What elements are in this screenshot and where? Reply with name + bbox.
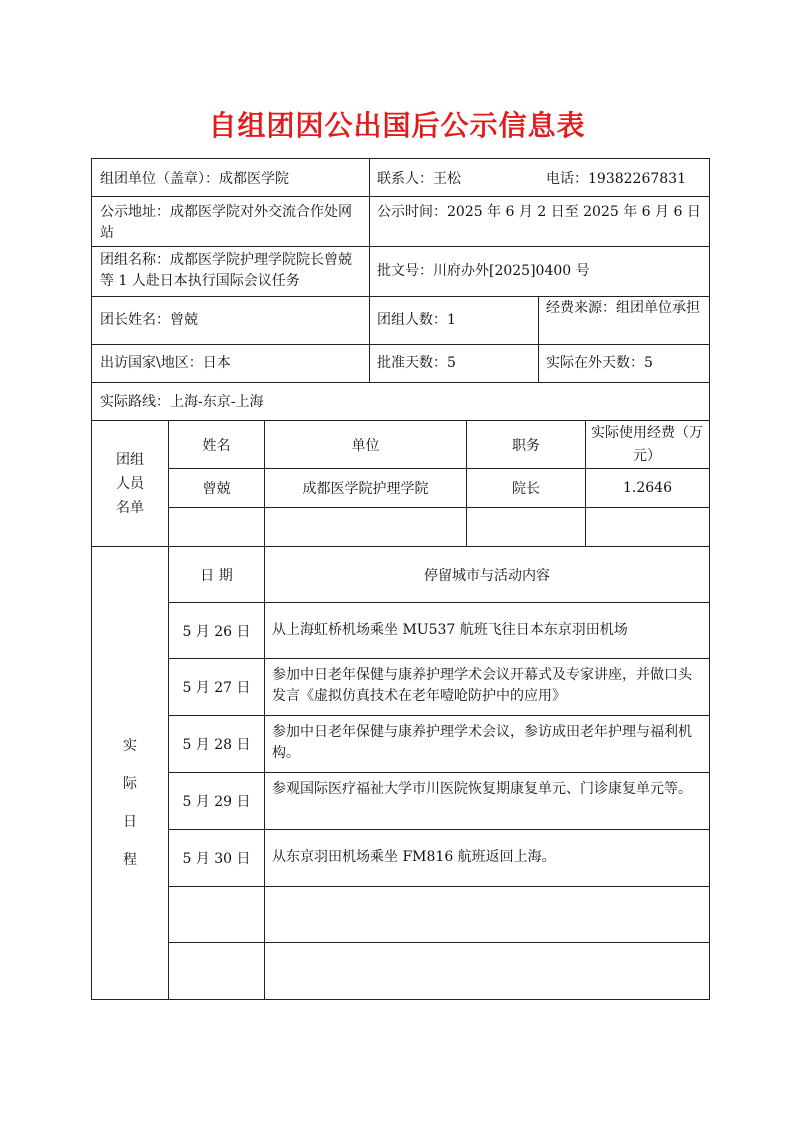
table-border-top — [91, 158, 710, 159]
visit-country: 出访国家\地区：日本 — [100, 355, 231, 371]
contact-value: 王松 — [433, 171, 461, 187]
member-expense-cell — [586, 469, 709, 507]
schedule-date-cell — [169, 773, 264, 829]
schedule-header-content — [265, 547, 709, 602]
actual-route: 实际路线：上海-东京-上海 — [100, 394, 264, 410]
organizing-unit-label: 组团单位（盖章）： — [100, 171, 219, 187]
contact-person — [377, 169, 461, 190]
member-name: 曾兢 — [202, 481, 231, 497]
col-divider — [369, 158, 370, 382]
schedule-side-label — [92, 547, 168, 999]
group-leader: 团长姓名：曾兢 — [100, 312, 198, 328]
publicity-address: 公示地址：成都医学院对外交流合作处网站 — [100, 204, 352, 241]
schedule-content: 参加中日老年保健与康养护理学术会议开幕式及专家讲座，并做口头发言《虚拟仿真技术在老年噎呛防护中的应用》 — [272, 667, 692, 704]
row-divider — [168, 507, 709, 508]
schedule-content: 从上海虹桥机场乘坐 MU537 航班飞往日本东京羽田机场 — [272, 622, 628, 638]
header-label: 职务 — [512, 437, 540, 454]
schedule-content: 参观国际医疗福祉大学市川医院恢复期康复单元、门诊康复单元等。 — [272, 781, 692, 797]
row-divider — [91, 382, 710, 383]
row-divider — [91, 296, 710, 297]
member-position-cell — [467, 469, 585, 507]
header-label: 姓名 — [202, 437, 231, 454]
group-size: 团组人数：1 — [377, 312, 456, 328]
group-name: 团组名称：成都医学院护理学院院长曾兢等 1 人赴日本执行国际会议任务 — [100, 252, 352, 289]
phone-label: 电话： — [546, 171, 588, 187]
schedule-date-cell — [169, 830, 264, 886]
schedule-date-cell — [169, 603, 264, 658]
side-label-line: 日 — [123, 814, 137, 830]
member-position: 院长 — [512, 481, 540, 497]
members-header-unit — [265, 421, 466, 468]
members-side-label — [92, 421, 168, 546]
side-label-line: 程 — [123, 852, 137, 868]
organizing-unit-value: 成都医学院 — [219, 171, 289, 187]
schedule-date: 5 月 26 日 — [182, 623, 251, 640]
header-label: 实际使用经费（万元） — [591, 424, 703, 464]
side-label-line: 际 — [123, 776, 137, 792]
side-label-line: 名单 — [116, 499, 144, 516]
side-label-line: 实 — [123, 738, 137, 754]
contact-label: 联系人： — [377, 171, 433, 187]
schedule-header-date — [169, 547, 264, 602]
row-divider — [168, 886, 709, 887]
side-label-line: 团组 — [116, 451, 144, 468]
schedule-date: 5 月 29 日 — [182, 794, 251, 810]
approved-days: 批准天数：5 — [377, 355, 456, 371]
header-label: 日 期 — [200, 567, 233, 584]
schedule-date: 5 月 27 日 — [182, 680, 251, 696]
publicity-time: 公示时间：2025 年 6 月 2 日至 2025 年 6 月 6 日 — [377, 204, 701, 220]
schedule-date-cell — [169, 659, 264, 715]
members-header-position — [467, 421, 585, 468]
schedule-content: 参加中日老年保健与康养护理学术会议，参访成田老年护理与福利机构。 — [272, 724, 692, 761]
phone — [546, 169, 686, 190]
col-divider — [264, 546, 265, 1000]
members-header-name — [169, 421, 264, 468]
member-unit: 成都医学院护理学院 — [302, 481, 429, 497]
header-label: 停留城市与活动内容 — [424, 567, 550, 584]
row-divider — [91, 246, 710, 247]
row-divider — [91, 344, 710, 345]
header-label: 单位 — [351, 437, 380, 454]
member-name-cell — [169, 469, 264, 507]
page-title: 自组团因公出国后公示信息表 — [208, 109, 586, 142]
table-border-bottom — [91, 999, 710, 1000]
schedule-content: 从东京羽田机场乘坐 FM816 航班返回上海。 — [272, 849, 556, 865]
row-divider — [91, 196, 710, 197]
schedule-date: 5 月 28 日 — [182, 737, 251, 753]
actual-days: 实际在外天数：5 — [546, 355, 653, 371]
member-expense: 1.2646 — [623, 480, 672, 496]
members-header-expense — [590, 421, 704, 468]
row-divider — [168, 942, 709, 943]
col-divider — [538, 296, 539, 382]
schedule-date: 5 月 30 日 — [182, 851, 251, 867]
phone-value: 19382267831 — [588, 171, 686, 187]
organizing-unit — [100, 169, 289, 190]
approval-number: 批文号：川府办外[2025]0400 号 — [377, 263, 590, 279]
schedule-date-cell — [169, 716, 264, 772]
funding-source: 经费来源：组团单位承担 — [546, 300, 700, 316]
member-unit-cell — [265, 469, 466, 507]
side-label-line: 人员 — [116, 475, 144, 492]
table-border-right — [709, 158, 710, 1000]
